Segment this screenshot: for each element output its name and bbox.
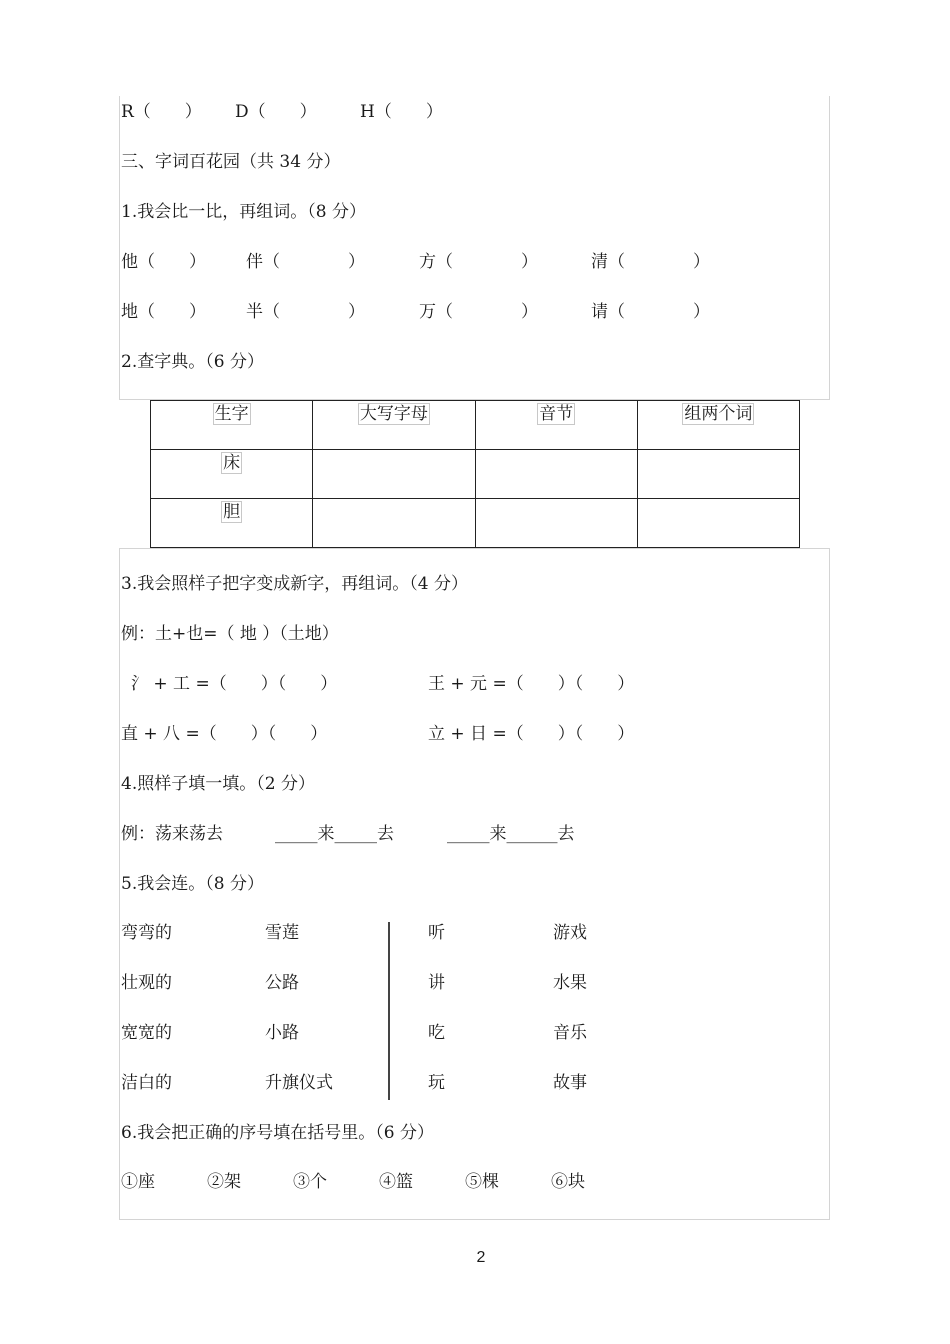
compare-item: 半（ ） — [246, 302, 365, 322]
fill-blank: _____来_____去 — [275, 824, 394, 844]
match-word: 玩 — [428, 1073, 445, 1093]
question-2-title: 2.查字典。（6 分） — [121, 352, 264, 372]
table-header-cell: 大写字母 — [313, 401, 475, 450]
char-combine-item: 王 + 元 =（ ）（ ） — [428, 674, 635, 694]
compare-item: 清（ ） — [591, 252, 710, 272]
dictionary-table — [150, 400, 800, 548]
char-combine-item: 氵 + 工 =（ ）（ ） — [131, 674, 338, 694]
question-3-example: 例：土+也=（ 地 ）（土地） — [121, 624, 339, 644]
char-combine-item: 立 + 日 =（ ）（ ） — [428, 724, 635, 744]
question-4-title: 4.照样子填一填。（2 分） — [121, 774, 315, 794]
match-word: 故事 — [553, 1073, 587, 1093]
match-word: 宽宽的 — [121, 1023, 172, 1043]
table-row — [151, 499, 800, 548]
table-cell-empty[interactable] — [637, 499, 799, 548]
question-5-title: 5.我会连。（8 分） — [121, 874, 264, 894]
table-cell: 胆 — [151, 499, 313, 548]
option-item: ⑤棵 — [465, 1172, 499, 1192]
match-word: 吃 — [428, 1023, 445, 1043]
match-word: 音乐 — [553, 1023, 587, 1043]
option-item: ⑥块 — [551, 1172, 585, 1192]
question-3-title: 3.我会照样子把字变成新字，再组词。（4 分） — [121, 574, 468, 594]
question-6-title: 6.我会把正确的序号填在括号里。（6 分） — [121, 1123, 434, 1143]
compare-item: 他（ ） — [121, 252, 206, 272]
match-word: 水果 — [553, 973, 587, 993]
option-item: ④篮 — [379, 1172, 413, 1192]
fill-blank: _____来______去 — [447, 824, 575, 844]
table-header-row — [151, 401, 800, 450]
match-word: 壮观的 — [121, 973, 172, 993]
compare-item: 方（ ） — [419, 252, 538, 272]
table-cell-empty[interactable] — [313, 450, 475, 499]
table-header-cell: 生字 — [151, 401, 313, 450]
compare-item: 请（ ） — [591, 302, 710, 322]
match-word: 雪莲 — [265, 923, 299, 943]
table-row — [151, 450, 800, 499]
table-cell-empty[interactable] — [637, 450, 799, 499]
question-4-example: 例：荡来荡去 — [121, 824, 223, 844]
question-1-title: 1.我会比一比，再组词。（8 分） — [121, 202, 366, 222]
compare-item: 万（ ） — [419, 302, 538, 322]
match-word: 听 — [428, 923, 445, 943]
match-word: 洁白的 — [121, 1073, 172, 1093]
match-word: 弯弯的 — [121, 923, 172, 943]
option-item: ①座 — [121, 1172, 155, 1192]
table-header-cell: 组两个词 — [637, 401, 799, 450]
match-word: 讲 — [428, 973, 445, 993]
page-number: 2 — [476, 1249, 486, 1266]
option-item: ②架 — [207, 1172, 241, 1192]
table-cell: 床 — [151, 450, 313, 499]
table-cell-empty[interactable] — [313, 499, 475, 548]
letter-h-blank: H（ ） — [360, 102, 443, 122]
divider-line — [388, 922, 390, 1100]
char-combine-item: 直 + 八 =（ ）（ ） — [121, 724, 328, 744]
compare-item: 地（ ） — [121, 302, 206, 322]
option-item: ③个 — [293, 1172, 327, 1192]
match-word: 游戏 — [553, 923, 587, 943]
compare-item: 伴（ ） — [246, 252, 365, 272]
letter-d-blank: D（ ） — [235, 102, 317, 122]
table-cell-empty[interactable] — [475, 499, 637, 548]
section-title: 三、字词百花园（共 34 分） — [121, 152, 341, 172]
table-cell-empty[interactable] — [475, 450, 637, 499]
match-word: 升旗仪式 — [265, 1073, 333, 1093]
table-header-cell: 音节 — [475, 401, 637, 450]
letter-r-blank: R（ ） — [121, 102, 202, 122]
match-word: 公路 — [265, 973, 299, 993]
match-word: 小路 — [265, 1023, 299, 1043]
